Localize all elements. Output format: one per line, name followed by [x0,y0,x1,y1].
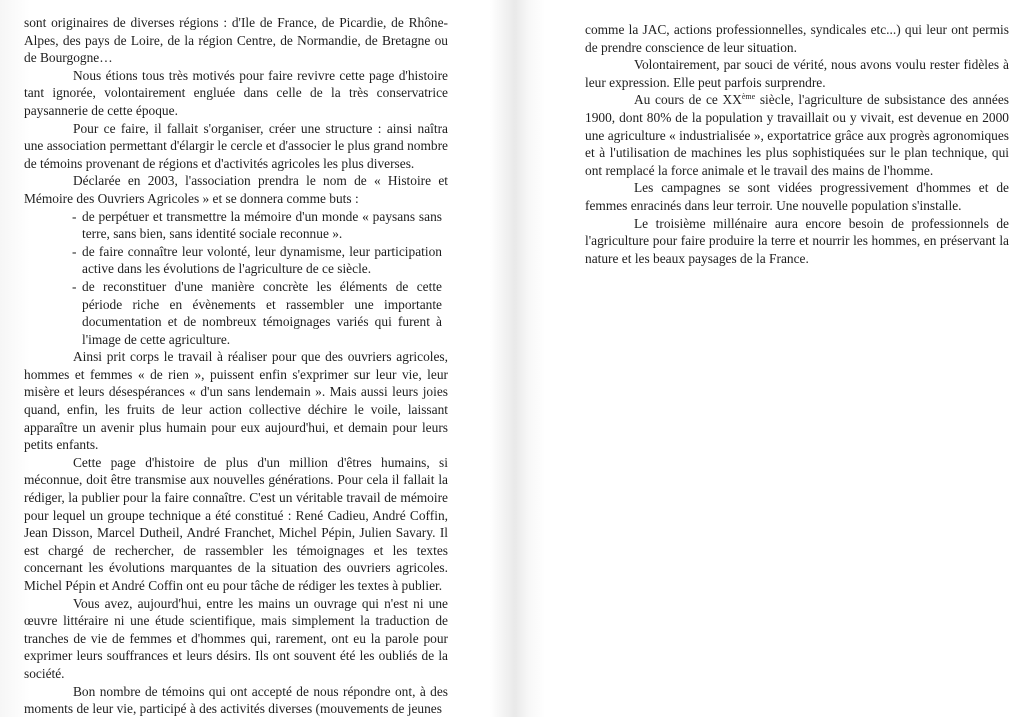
left-page [24,14,448,717]
paragraph: Volontairement, par souci de vérité, nous avons voulu rester fidèles à leur expression. Elle peut parfois surprendre. [585,57,1009,90]
paragraph: Les campagnes se sont vidées progressivement d'hommes et de femmes enracinés dans leur terroir. Une nouvelle population s'installe. [585,180,1009,213]
paragraph: Le troisième millénaire aura encore besoin de professionnels de l'agriculture pour faire produire la terre et nourrir les hommes, en préservant la nature et les beaux paysages de la France. [585,215,1009,266]
paragraph: Déclarée en 2003, l'association prendra le nom de « Histoire et Mémoire des Ouvriers Agricoles » et se donnera comme buts : [24,173,448,206]
goal-item: - de reconstituer d'une manière concrète les éléments de cette période riche en évènements et rassembler une importante documentation et de nombreux témoignages variés qui furent à l'image de cette agriculture. [72,278,442,348]
paragraph [585,91,1009,179]
superscript: ème [741,92,756,102]
paragraph: Cette page d'histoire de plus d'un million d'êtres humains, si méconnue, doit être transmise aux nouvelles générations. Pour cela il fallait la rédiger, la publier pour la faire connaître. C'est un véritable travail de mémoire pour lequel un groupe technique a été constitué : René Cadieu, André Coffin, Jean Disson, Marcel Dutheil, André Franchet, Michel Pépin, Julien Savary. Il est chargé de rechercher, de rassembler les témoignages et les textes concernant les évolutions marquantes de la situation des ouvriers agricoles. Michel Pépin et André Coffin ont eu pour tâche de rédiger les textes à publier. [24,454,448,593]
paragraph: Pour ce faire, il fallait s'organiser, créer une structure : ainsi naîtra une association permettant d'élargir le cercle et d'associer le plus grand nombre de témoins provenant de régions et d'activités agricoles les plus diverses. [24,120,448,171]
goal-item: - de perpétuer et transmettre la mémoire d'un monde « paysans sans terre, sans bien, sans identité sociale reconnue ». [72,208,442,243]
paragraph: Vous avez, aujourd'hui, entre les mains un ouvrage qui n'est ni une œuvre littéraire ni une étude scientifique, mais simplement la traduction de tranches de vie de femmes et d'hommes qui, rarement, ont eu la parole pour exprimer leurs souffrances et leurs désirs. Ils ont souvent été les oubliés de la société. [24,595,448,681]
paragraph: comme la JAC, actions professionnelles, syndicales etc...) qui leur ont permis de prendre conscience de leur situation. [585,22,1009,55]
paragraph: Ainsi prit corps le travail à réaliser pour que des ouvriers agricoles, hommes et femmes « de rien », puissent enfin s'exprimer sur leur vie, leur misère et leurs désespérances « d'un sans lendemain ». Mais aussi leurs joies quand, enfin, les fruits de leur action collective déchire le voile, laissant apparaître un avenir plus humain pour eux aujourd'hui, et demain pour leurs petits enfants. [24,349,448,453]
paragraph-text: siècle, l'agriculture de subsistance des années 1900, dont 80% de la population y travaillait ou y vivait, est devenue en 2000 une agriculture « industrialisée », exportatrice grâce aux progrès agronomiques et à l'utilisation de machines les plus sophistiquées sur le plan technique, qui ont remplacé la force animale et le travail des mains de l'homme. [585,92,1009,178]
paragraph: Nous étions tous très motivés pour faire revivre cette page d'histoire tant ignorée, volontairement engluée dans celle de la très conservatrice paysannerie de cette époque. [24,67,448,118]
goal-item: - de faire connaître leur volonté, leur dynamisme, leur participation active dans les évolutions de l'agriculture de ce siècle. [72,243,442,278]
paragraph: Bon nombre de témoins qui ont accepté de nous répondre ont, à des moments de leur vie, participé à des activités diverses (mouvements de jeunes [24,683,448,717]
paragraph-text: Au cours de ce XX [634,92,742,108]
goals-list [72,208,448,349]
right-page [585,21,1009,267]
paragraph: sont originaires de diverses régions : d'Ile de France, de Picardie, de Rhône-Alpes, des pays de Loire, de la région Centre, de Normandie, de Bretagne ou de Bourgogne… [24,15,448,66]
